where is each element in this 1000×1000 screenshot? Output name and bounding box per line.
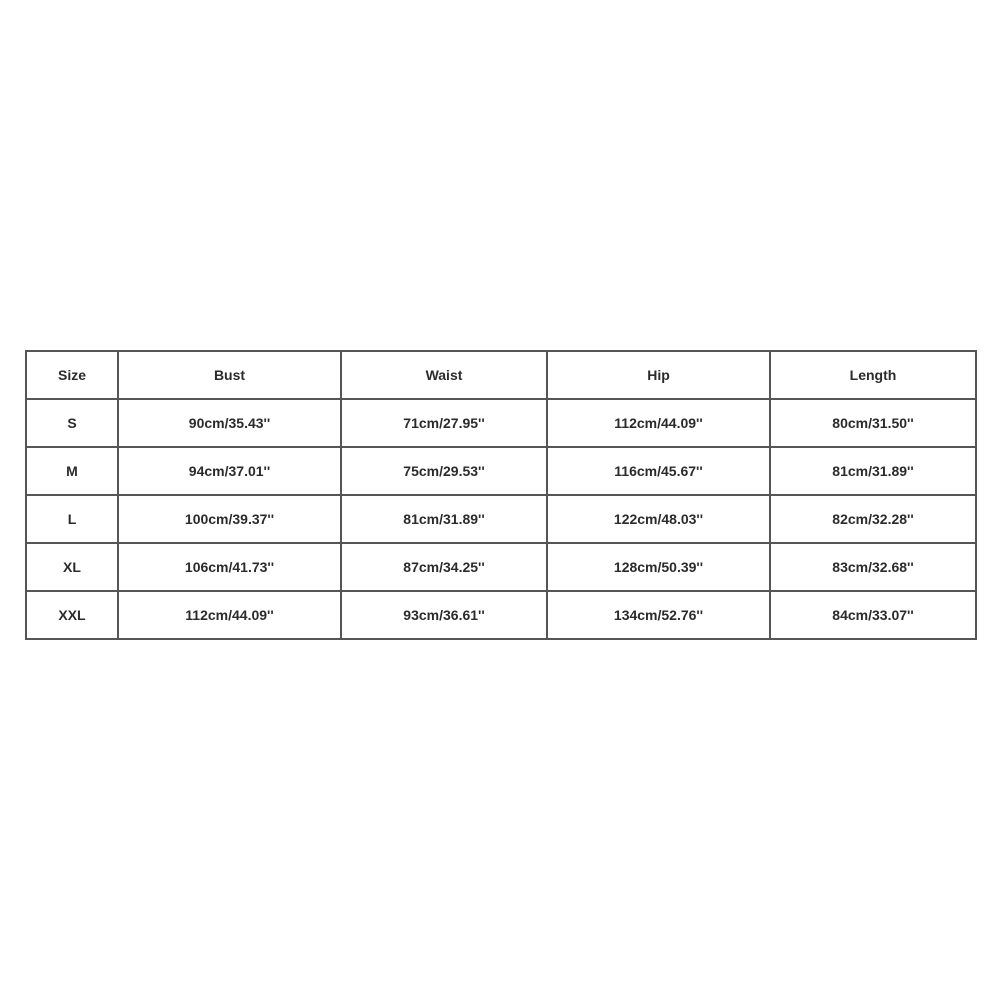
header-waist: Waist — [341, 351, 547, 399]
header-length: Length — [770, 351, 976, 399]
cell-waist: 81cm/31.89'' — [341, 495, 547, 543]
cell-size: M — [26, 447, 118, 495]
cell-hip: 122cm/48.03'' — [547, 495, 770, 543]
table-row — [26, 543, 976, 591]
table-row — [26, 447, 976, 495]
cell-waist: 71cm/27.95'' — [341, 399, 547, 447]
table-row — [26, 495, 976, 543]
cell-size: S — [26, 399, 118, 447]
cell-hip: 116cm/45.67'' — [547, 447, 770, 495]
cell-length: 81cm/31.89'' — [770, 447, 976, 495]
table-row — [26, 591, 976, 639]
cell-bust: 90cm/35.43'' — [118, 399, 341, 447]
cell-length: 84cm/33.07'' — [770, 591, 976, 639]
cell-bust: 94cm/37.01'' — [118, 447, 341, 495]
table-header-row — [26, 351, 976, 399]
cell-bust: 100cm/39.37'' — [118, 495, 341, 543]
cell-size: XL — [26, 543, 118, 591]
cell-length: 83cm/32.68'' — [770, 543, 976, 591]
table-row — [26, 399, 976, 447]
header-hip: Hip — [547, 351, 770, 399]
cell-waist: 75cm/29.53'' — [341, 447, 547, 495]
cell-bust: 112cm/44.09'' — [118, 591, 341, 639]
size-chart-table — [25, 350, 977, 640]
header-bust: Bust — [118, 351, 341, 399]
cell-size: L — [26, 495, 118, 543]
cell-hip: 112cm/44.09'' — [547, 399, 770, 447]
cell-waist: 93cm/36.61'' — [341, 591, 547, 639]
cell-size: XXL — [26, 591, 118, 639]
cell-hip: 128cm/50.39'' — [547, 543, 770, 591]
header-size: Size — [26, 351, 118, 399]
cell-bust: 106cm/41.73'' — [118, 543, 341, 591]
cell-length: 80cm/31.50'' — [770, 399, 976, 447]
cell-hip: 134cm/52.76'' — [547, 591, 770, 639]
cell-length: 82cm/32.28'' — [770, 495, 976, 543]
cell-waist: 87cm/34.25'' — [341, 543, 547, 591]
